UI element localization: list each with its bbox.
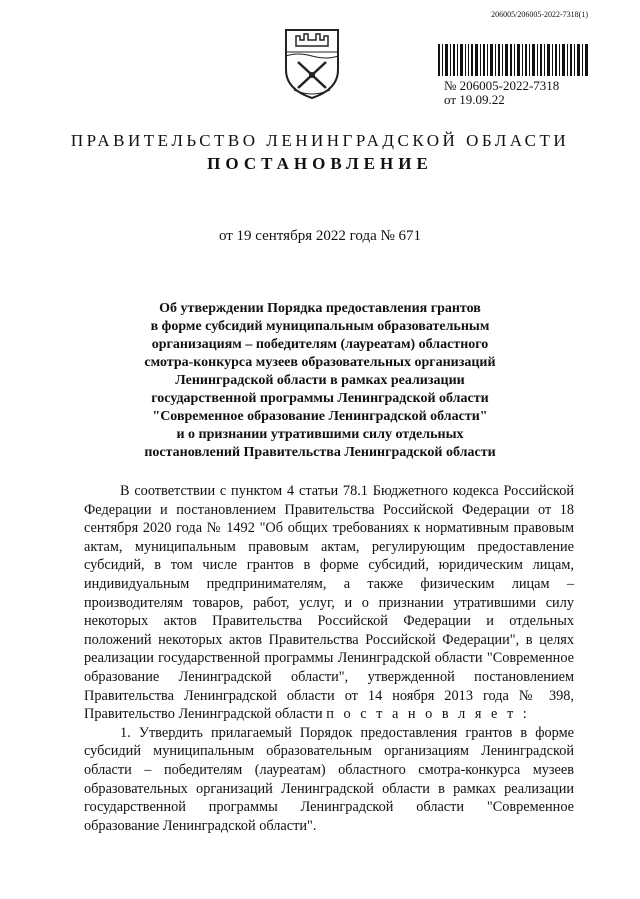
registration-stamp xyxy=(444,79,559,107)
title-line: "Современное образование Ленинградской области" xyxy=(152,409,488,424)
government-name: ПРАВИТЕЛЬСТВО ЛЕНИНГРАДСКОЙ ОБЛАСТИ xyxy=(70,131,570,150)
title-line: государственной программы Ленинградской области xyxy=(151,391,489,406)
decree-body xyxy=(84,482,574,835)
title-line: смотра-конкурса музеев образовательных организаций xyxy=(144,355,496,370)
preamble-paragraph xyxy=(84,482,574,724)
document-type: ПОСТАНОВЛЕНИЕ xyxy=(207,154,433,173)
title-line: и о признании утратившими силу отдельных xyxy=(176,427,464,442)
registration-date: от 19.09.22 xyxy=(444,92,505,107)
clause-1-paragraph: 1. Утвердить прилагаемый Порядок предоставления грантов в форме субсидий муниципальным образовательным организациям Ленинградской области – победителям (лауреатам) областного смотра-конкурса музеев образовательных организаций Ленинградской области в рамках реализации государственной программы Ленинградской области "Современное образование Ленинградской области". xyxy=(84,724,574,834)
registration-number: № 206005-2022-7318 xyxy=(444,78,560,93)
title-line: в форме субсидий муниципальным образовательным xyxy=(150,319,490,334)
title-line: организациям – победителям (лауреатам) областного xyxy=(151,337,489,352)
title-line: Ленинградской области в рамках реализации xyxy=(175,373,465,388)
decree-title xyxy=(0,300,640,462)
coat-of-arms-emblem xyxy=(282,26,342,100)
decree-word: п о с т а н о в л я е т : xyxy=(326,706,530,723)
document-ref-code: 206005/206005-2022-7318(1) xyxy=(491,10,588,19)
decree-date-number: от 19 сентября 2022 года № 671 xyxy=(218,228,422,244)
barcode-graphic xyxy=(438,44,588,76)
preamble-text: В соответствии с пунктом 4 статьи 78.1 Бюджетного кодекса Российской Федерации и постановлением Правительства Российской Федерации от 18 сентября 2020 года № 1492 "Об общих требованиях к нормативным правовым актам, муниципальным правовым актам, регулирующим предоставление субсидий, в том числе грантов в форме субсидий, юридическим лицам, индивидуальным предпринимателям, а также физическим лицам – производителям товаров, работ, услуг, и о признании утратившими силу некоторых актов Правительства Российской Федерации и отдельных положений некоторых актов Правительства Российской Федерации", в целях реализации государственной программы Ленинградской области "Современное образование Ленинградской области", утвержденной постановлением Правительства Ленинградской области от 14 ноября 2013 года № 398, Правительство Ленинградской области xyxy=(84,483,574,723)
title-line: постановлений Правительства Ленинградской области xyxy=(144,445,496,460)
title-line: Об утверждении Порядка предоставления грантов xyxy=(159,301,481,316)
